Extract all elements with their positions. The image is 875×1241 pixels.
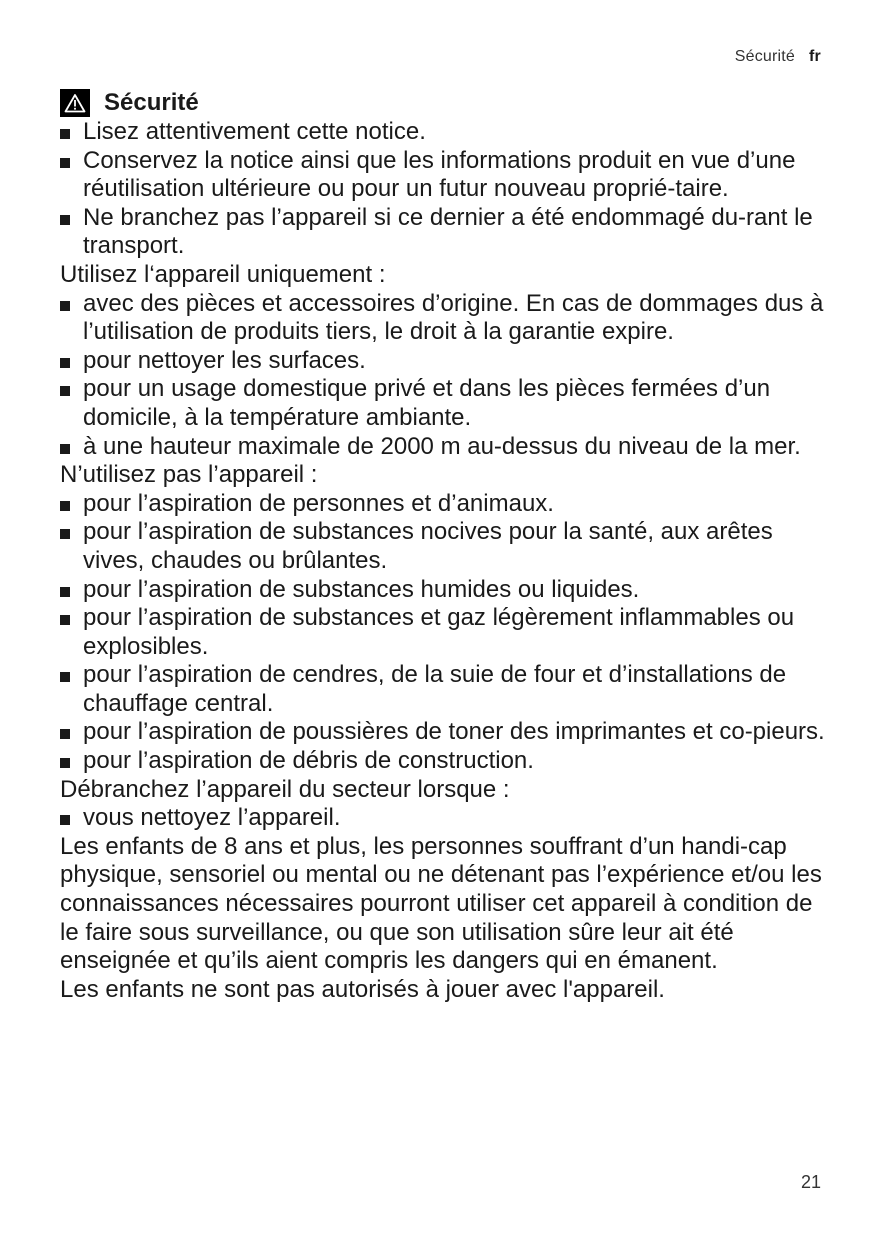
unplug-list	[60, 804, 830, 833]
square-bullet-icon	[60, 501, 70, 511]
square-bullet-icon	[60, 386, 70, 396]
running-header	[735, 48, 821, 66]
square-bullet-icon	[60, 587, 70, 597]
list-item: pour l’aspiration de cendres, de la suie de four et d’installations de chauffage central.	[60, 661, 830, 718]
square-bullet-icon	[60, 444, 70, 454]
running-header-section: Sécurité	[734, 48, 796, 65]
list-item: pour l’aspiration de personnes et d’animaux.	[60, 490, 830, 519]
children-paragraph: Les enfants de 8 ans et plus, les personnes souffrant d’un handi-cap physique, sensoriel ou mental ou ne détenant pas l’expérience et/ou les connaissances nécessaires pourront utiliser cet appareil à condition de le faire sous surveillance, ou que son utilisation sûre leur ait été enseignée et qu’ils aient compris les dangers qui en émanent.	[60, 832, 822, 975]
square-bullet-icon	[60, 672, 70, 682]
list-item: pour l’aspiration de débris de construction.	[60, 747, 830, 776]
square-bullet-icon	[60, 129, 70, 139]
list-item: avec des pièces et accessoires d’origine. En cas de dommages dus à l’utilisation de produits tiers, le droit à la garantie expire.	[60, 290, 830, 347]
children-play-notice: Les enfants ne sont pas autorisés à jouer avec l'appareil.	[60, 975, 665, 1003]
square-bullet-icon	[60, 615, 70, 625]
list-item: pour l’aspiration de substances nocives pour la santé, aux arêtes vives, chaudes ou brûlantes.	[60, 518, 830, 575]
use-only-list	[60, 290, 830, 462]
document-body	[60, 88, 830, 1004]
square-bullet-icon	[60, 358, 70, 368]
intro-bullet-list	[60, 118, 830, 261]
list-item: Ne branchez pas l’appareil si ce dernier a été endommagé du-rant le transport.	[60, 204, 830, 261]
list-item: pour l’aspiration de substances humides ou liquides.	[60, 576, 830, 605]
list-item: à une hauteur maximale de 2000 m au-dessus du niveau de la mer.	[60, 433, 830, 462]
square-bullet-icon	[60, 215, 70, 225]
square-bullet-icon	[60, 758, 70, 768]
list-item: pour l’aspiration de poussières de toner des imprimantes et co-pieurs.	[60, 718, 830, 747]
square-bullet-icon	[60, 529, 70, 539]
warning-triangle-icon	[60, 89, 90, 117]
use-only-heading: Utilisez l‘appareil uniquement :	[60, 260, 386, 288]
list-item: pour nettoyer les surfaces.	[60, 347, 830, 376]
list-item: pour un usage domestique privé et dans les pièces fermées d’un domicile, à la température ambiante.	[60, 375, 830, 432]
list-item: Conservez la notice ainsi que les informations produit en vue d’une réutilisation ultérieure ou pour un futur nouveau proprié-taire.	[60, 147, 830, 204]
running-header-language: fr	[809, 48, 821, 65]
list-item: pour l’aspiration de substances et gaz légèrement inflammables ou explosibles.	[60, 604, 830, 661]
page-number: 21	[800, 1172, 821, 1192]
list-item: Lisez attentivement cette notice.	[60, 118, 830, 147]
section-title: Sécurité	[104, 88, 199, 116]
list-item: vous nettoyez l’appareil.	[60, 804, 830, 833]
do-not-use-heading: N’utilisez pas l’appareil :	[60, 461, 318, 489]
unplug-heading: Débranchez l’appareil du secteur lorsque :	[60, 775, 510, 803]
section-title-row	[60, 88, 830, 118]
do-not-use-list	[60, 490, 830, 776]
square-bullet-icon	[60, 729, 70, 739]
square-bullet-icon	[60, 158, 70, 168]
square-bullet-icon	[60, 301, 70, 311]
square-bullet-icon	[60, 815, 70, 825]
